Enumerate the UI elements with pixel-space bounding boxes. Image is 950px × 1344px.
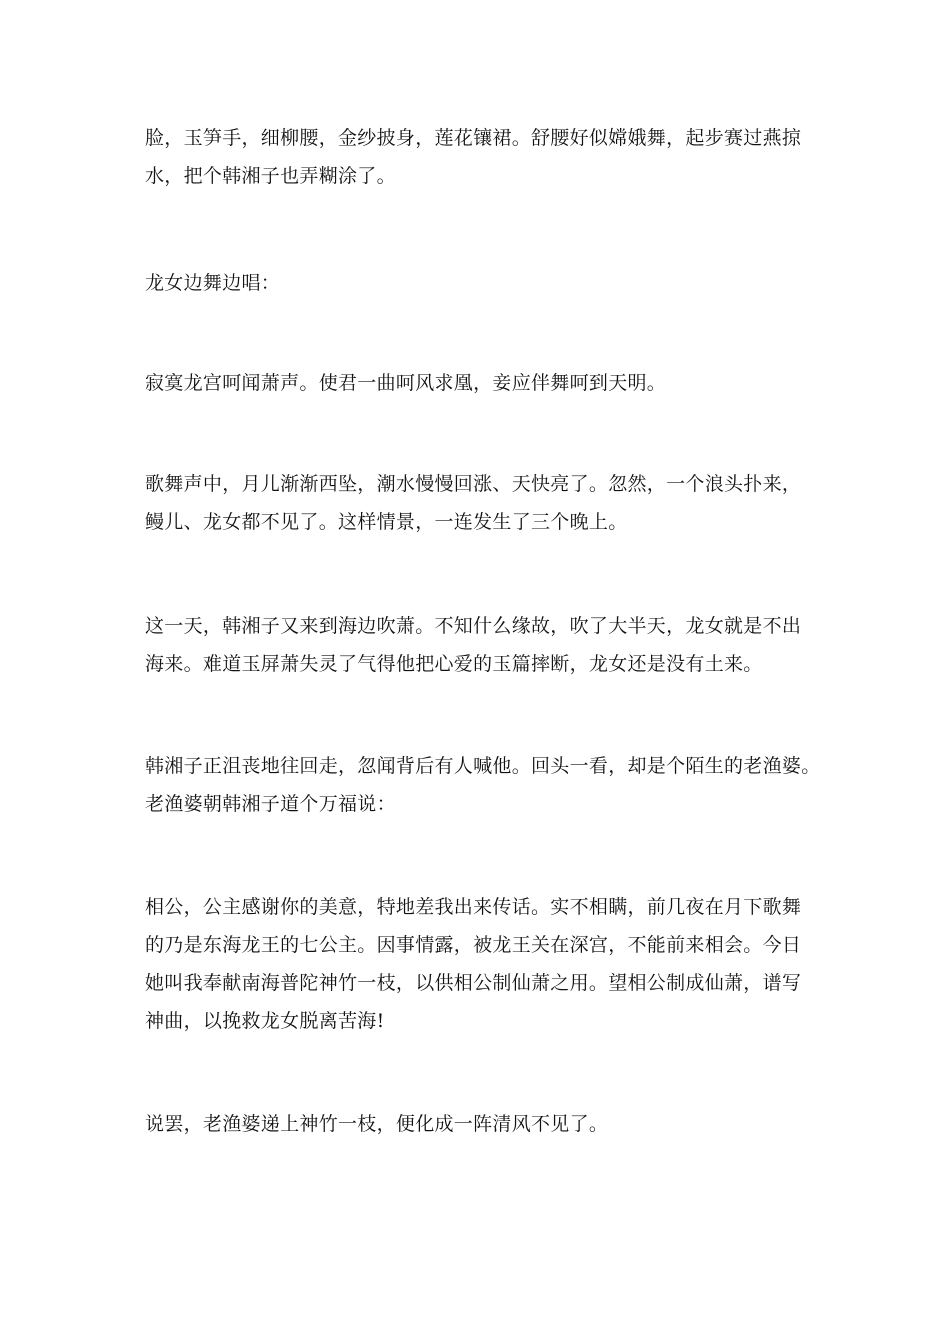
paragraph-7 (145, 888, 845, 1040)
paragraph-8 (145, 1105, 845, 1143)
text-line: 神曲，以挽救龙女脱离苦海! (145, 1010, 385, 1032)
text-line: 韩湘子正沮丧地往回走，忽闻背后有人喊他。回头一看，却是个陌生的老渔婆。 (145, 755, 821, 777)
text-line: 鳗儿、龙女都不见了。这样情景，一连发生了三个晚上。 (145, 511, 628, 533)
text-line: 歌舞声中，月儿渐渐西坠，潮水慢慢回涨、天快亮了。忽然，一个浪头扑来， (145, 473, 802, 495)
paragraph-3 (145, 364, 845, 402)
text-line: 水，把个韩湘子也弄糊涂了。 (145, 165, 396, 187)
paragraph-5 (145, 607, 845, 683)
text-line: 老渔婆朝韩湘子道个万福说： (145, 793, 396, 815)
text-line: 相公，公主感谢你的美意，特地差我出来传话。实不相瞒，前几夜在月下歌舞 (145, 896, 802, 918)
text-line: 龙女边舞边唱： (145, 272, 281, 294)
text-line: 脸，玉笋手，细柳腰，金纱披身，莲花镶裙。舒腰好似嫦娥舞，起步赛过燕掠 (145, 127, 802, 149)
text-line: 的乃是东海龙王的七公主。因事情露，被龙王关在深宫，不能前来相会。今日 (145, 934, 802, 956)
text-line: 寂寞龙宫呵闻萧声。使君一曲呵风求凰，妾应伴舞呵到天明。 (145, 372, 667, 394)
paragraph-1 (145, 119, 845, 195)
text-line: 海来。难道玉屏萧失灵了气得他把心爱的玉篇摔断，龙女还是没有土来。 (145, 653, 763, 675)
text-line: 她叫我奉献南海普陀神竹一枝，以供相公制仙萧之用。望相公制成仙萧，谱写 (145, 972, 802, 994)
paragraph-2 (145, 264, 845, 302)
text-line: 这一天，韩湘子又来到海边吹萧。不知什么缘故，吹了大半天，龙女就是不出 (145, 615, 802, 637)
paragraph-4 (145, 465, 845, 541)
paragraph-6 (145, 747, 845, 823)
text-line: 说罢，老渔婆递上神竹一枝，便化成一阵清风不见了。 (145, 1113, 609, 1135)
